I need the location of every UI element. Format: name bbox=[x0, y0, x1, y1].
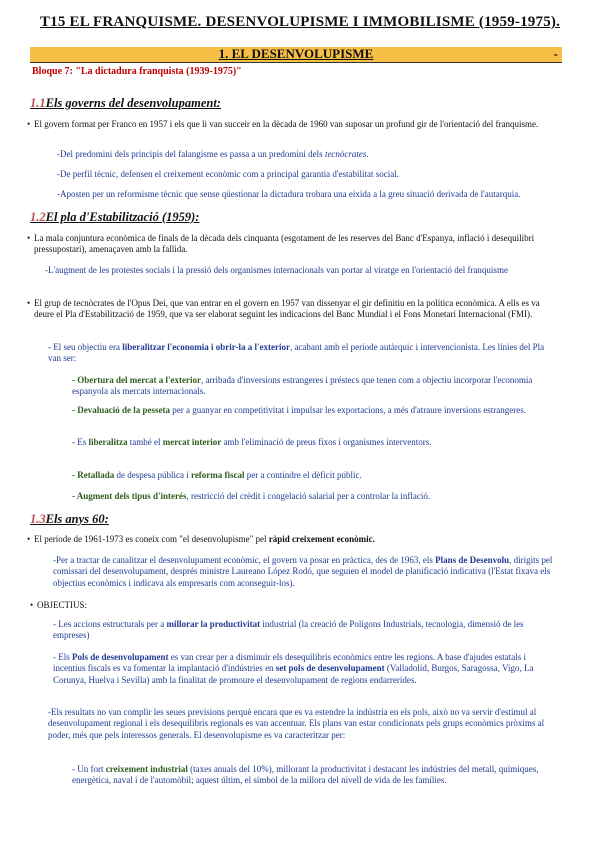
s3-results-item-b: creixement industrial bbox=[105, 764, 188, 774]
s2-item-4-e: per a contindre el dèficit públic. bbox=[244, 470, 362, 480]
s3-objective-1-c: industrial (la creació de Polígons Industrials, tecnologia, dimensió de les empreses) bbox=[53, 619, 524, 641]
s3-objective-2-c: es van crear per a disminuir els desequilibris econòmics entre les regions. A base d'ajudes estatals i incentius fiscals es va fomentar la implantació d'indústries en bbox=[53, 652, 527, 674]
s3-results-item-c: (taxes anuals del 10%), millorant la productivitat i destacant les indústries del metall, químiques, energètica, naval i de l'automòbil; aquest últim, el símbol de la millora del nivell de vida de les famílies. bbox=[72, 764, 539, 786]
s2-item-3-e: amb l'eliminació de preus fixos i organismes interventors. bbox=[221, 437, 432, 447]
s1-sub-1-b: tecnòcrates bbox=[324, 149, 367, 159]
s2-item-4-d: reforma fiscal bbox=[190, 470, 245, 480]
s1-sub-1-a: -Del predomini dels principis del falangisme es passa a un predomini dels bbox=[57, 149, 325, 159]
s2-objective-c: , acabant amb el període autàrquic i intervencionista. Les línies del Pla van ser: bbox=[48, 342, 545, 364]
s3-bullet-1 bbox=[34, 534, 559, 545]
heading-1-2 bbox=[30, 210, 199, 225]
s3-objective-2-a: - Els bbox=[53, 652, 72, 662]
s1-sub-3: -Aposten per un reformisme tècnic que sense qüestionar la dictadura trobara una eixida a la greu situació derivada de l'autarquia. bbox=[57, 189, 521, 199]
s3-plans-a: -Per a tractar de canalitzar el desenvolupament econòmic, el govern va posar en pràctica, des de 1963, els bbox=[53, 555, 436, 565]
s3-plans bbox=[53, 555, 558, 589]
s2-item-2-bold: - Devaluació de la pesseta bbox=[72, 405, 170, 415]
s2-bullet-2: El grup de tecnòcrates de l'Opus Dei, que van entrar en el govern en 1957 van dissenyar el gir definitiu en la política econòmica. A ells es va deure el Pla d'Estabilització de 1959, que va ser elaborat seguint les indicacions del Banc Mundial i el Fons Monetari Internacional (FMI). bbox=[34, 298, 540, 320]
s2-item-1 bbox=[72, 375, 557, 398]
s3-objective-1-a: - Les accions estructurals per a bbox=[53, 619, 167, 629]
heading-1-1-number: 1.1 bbox=[30, 96, 46, 110]
bloque-label: Bloque 7: "La dictadura franquista (1939-1975)" bbox=[32, 66, 242, 77]
s2-item-1-text: , arribada d'inversions estrangeres i préstecs que tenen com a objectiu incorporar l'economia espanyola als mercats internacionals. bbox=[72, 375, 533, 397]
section-bar-title: 1. EL DESENVOLUPISME bbox=[218, 46, 374, 61]
s2-item-3-c: també el bbox=[127, 437, 163, 447]
s3-results-item bbox=[72, 764, 557, 787]
s2-objective-a: - El seu objectiu era bbox=[48, 342, 123, 352]
s2-item-2-text: per a guanyar en competitivitat i impulsar les exportacions, a més d'atraure inversions estrangeres. bbox=[170, 405, 527, 415]
s3-objectius-label: OBJECTIUS: bbox=[37, 600, 88, 610]
heading-1-2-number: 1.2 bbox=[30, 210, 46, 224]
s3-objective-1 bbox=[53, 619, 558, 642]
s3-objective-1-b: millorar la productivitat bbox=[166, 619, 261, 629]
s2-item-4 bbox=[72, 470, 557, 481]
heading-1-3-text: Els anys 60: bbox=[45, 512, 109, 526]
s3-plans-c: , dirigits pel comissari del desenvolupament, després ministre Laureano López Rodó, que seguien el model de planificació indicativa (l'Estat fixava els objectius econòmics i indicava als empresaris com aconseguir-los). bbox=[53, 555, 553, 588]
bullet-icon: • bbox=[27, 298, 31, 308]
s2-item-5 bbox=[72, 491, 557, 502]
s2-item-1-bold: - Obertura del mercat a l'exterior bbox=[72, 375, 202, 385]
s2-item-4-b: - Retallada bbox=[72, 470, 115, 480]
section-bar bbox=[30, 47, 562, 63]
s2-bullet-1-sub: -L'augment de les protestes socials i la pressió dels organismes internacionals van portar al viratge en l'orientació del franquisme bbox=[45, 265, 508, 275]
s3-objective-2-b: Pols de desenvolupament bbox=[72, 652, 169, 662]
s3-bullet-1-a: El període de 1961-1973 es coneix com "el desenvolupisme" pel bbox=[34, 534, 269, 544]
s3-bullet-1-b: ràpid creixement econòmic. bbox=[268, 534, 375, 544]
section-bar-dash: - bbox=[553, 46, 558, 61]
heading-1-1-text: Els governs del desenvolupament: bbox=[45, 96, 221, 110]
s1-sub-1 bbox=[57, 149, 557, 160]
heading-1-3-number: 1.3 bbox=[30, 512, 46, 526]
s3-results-item-a: - Un fort bbox=[72, 764, 106, 774]
s2-item-5-text: , restricció del crèdit i congelació salarial per a controlar la inflació. bbox=[186, 491, 431, 501]
s2-item-3-d: mercat interior bbox=[162, 437, 222, 447]
s2-item-3-a: - Es bbox=[72, 437, 89, 447]
heading-1-3 bbox=[30, 512, 109, 527]
s2-item-5-bold: - Augment dels tipus d'interés bbox=[72, 491, 187, 501]
s1-bullet-text: El govern format per Franco en 1957 i els que li van succeir en la dècada de 1960 van suposar un profund gir de l'orientació del franquisme. bbox=[34, 119, 539, 129]
s2-bullet-1: La mala conjuntura econòmica de finals de la dècada dels cinquanta (esgotament de les reserves del Banc d'Espanya, inflació i desequilibri pressupostari), amenaçaven amb la fallida. bbox=[34, 233, 535, 255]
bullet-icon: • bbox=[30, 600, 34, 610]
s2-objective bbox=[48, 342, 558, 365]
page-title: T15 EL FRANQUISME. DESENVOLUPISME I IMMOBILISME (1959-1975). bbox=[39, 14, 561, 30]
bullet-icon: • bbox=[27, 534, 31, 544]
s3-objective-2-e: (Valladolid, Burgos, Saragossa, Vigo, La Corunya, Huelva i Sevilla) amb la finalitat de promoure el desenvolupament de regions endarrerides. bbox=[53, 663, 534, 685]
s2-item-3 bbox=[72, 437, 557, 448]
s1-sub-1-c: . bbox=[366, 149, 369, 159]
s2-item-4-c: de despesa pública i bbox=[114, 470, 191, 480]
s3-objective-2 bbox=[53, 652, 558, 686]
s3-results: -Els resultats no van complir les seues previsions perquè encara que es va estendre la indústria en els pols, això no va servir d'estímul al desenvolupament regional i els desequilibris regionals es van accentuar. Els plans van estar condicionats pels grups econòmics pròxims al poder, més que pels interessos generals. El desenvolupisme es va caracteritzar per: bbox=[48, 707, 545, 740]
s2-objective-b: liberalitzar l'economia i obrir-la a l'exterior bbox=[122, 342, 290, 352]
s2-item-2 bbox=[72, 405, 557, 416]
heading-1-1 bbox=[30, 96, 221, 111]
heading-1-2-text: El pla d'Estabilització (1959): bbox=[45, 210, 200, 224]
s3-plans-b: Plans de Desenvolu bbox=[435, 555, 510, 565]
s1-sub-2: -De perfil tècnic, defensen el creixement econòmic com a principal garantia d'estabilitat social. bbox=[57, 169, 399, 179]
s2-item-3-b: liberalitza bbox=[88, 437, 128, 447]
bullet-icon: • bbox=[27, 233, 31, 243]
bullet-icon: • bbox=[27, 119, 31, 129]
s3-objective-2-d: set pols de desenvolupament bbox=[275, 663, 385, 674]
